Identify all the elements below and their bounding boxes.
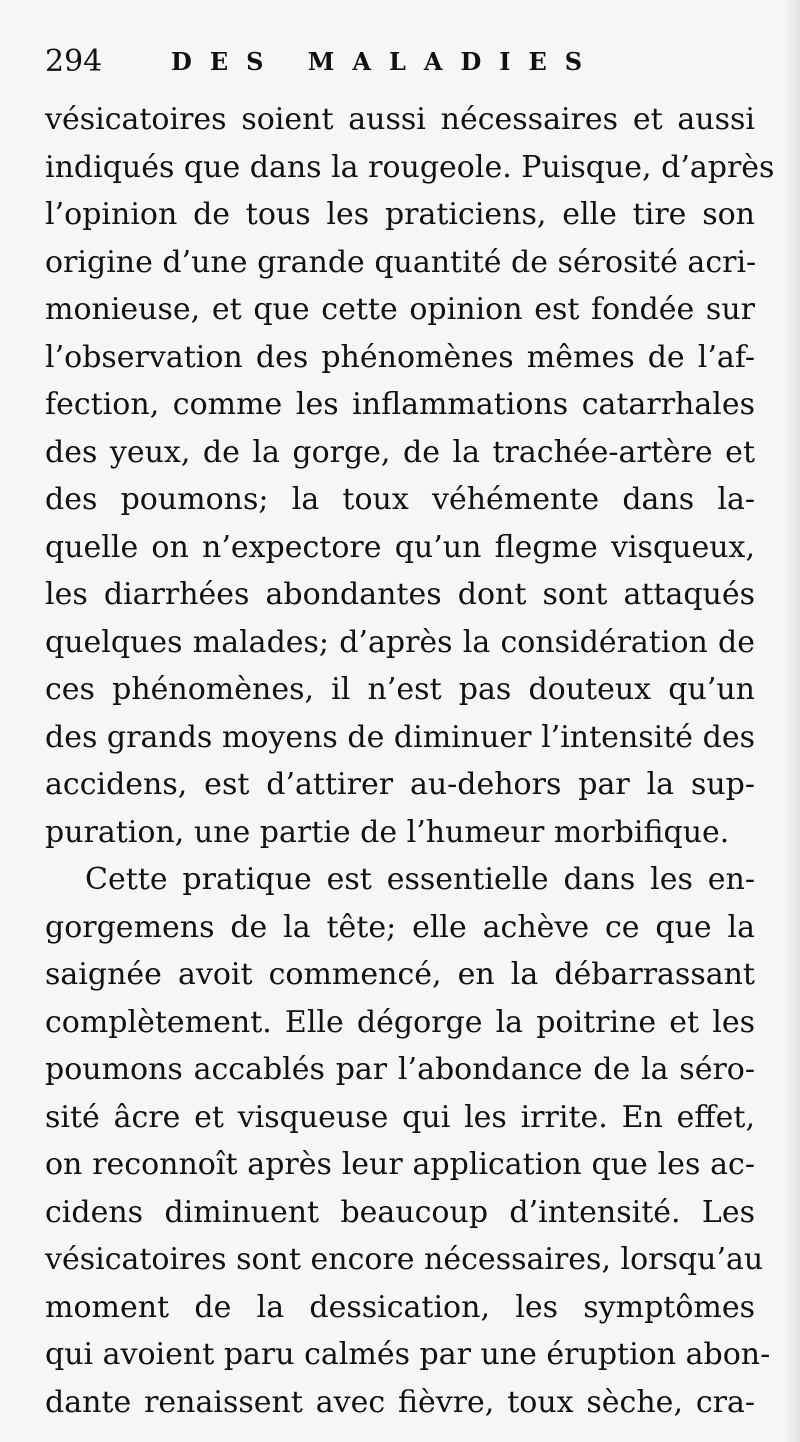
text-line: Cette pratique est essentielle dans les en- <box>85 862 755 897</box>
page-number: 294 <box>45 44 103 79</box>
text-line: indiqués que dans la rougeole. Puisque, d’après <box>45 149 775 185</box>
text-line: des poumons; la toux véhémente dans la- <box>45 482 755 517</box>
page-header <box>45 44 765 84</box>
body-text <box>45 96 775 1426</box>
text-line: ces phénomènes, il n’est pas douteux qu’un <box>45 672 755 707</box>
text-line: l’observation des phénomènes mêmes de l’af- <box>45 339 755 375</box>
text-line: origine d’une grande quantité de sérosité acri- <box>45 244 757 280</box>
text-line: qui avoient paru calmés par une éruption abon- <box>45 1337 771 1372</box>
text-line: moment de la dessication, les symptômes <box>45 1289 755 1325</box>
text-line: quelle on n’expectore qu’un flegme visqueux, <box>45 529 755 565</box>
text-line: l’opinion de tous les praticiens, elle tire son <box>45 197 755 232</box>
page-edge-shadow <box>782 0 800 1442</box>
text-line: quelques malades; d’après la considération de <box>45 624 755 660</box>
text-line: puration, une partie de l’humeur morbifique. <box>45 814 730 850</box>
text-line: monieuse, et que cette opinion est fondée sur <box>45 292 755 327</box>
text-line: sité âcre et visqueuse qui les irrite. En effet, <box>45 1099 755 1135</box>
text-line: vésicatoires soient aussi nécessaires et aussi <box>45 102 755 137</box>
text-line: cidens diminuent beaucoup d’intensité. Les <box>45 1194 755 1230</box>
text-line: vésicatoires sont encore nécessaires, lorsqu’au <box>45 1242 764 1277</box>
text-line: fection, comme les inflammations catarrhales <box>45 387 755 422</box>
text-line: accidens, est d’attirer au-dehors par la sup- <box>45 767 755 802</box>
text-line: dante renaissent avec fièvre, toux sèche, cra- <box>45 1384 755 1420</box>
text-line: des grands moyens de diminuer l’intensité des <box>45 719 755 755</box>
running-head: DES MALADIES <box>171 47 601 76</box>
text-line: des yeux, de la gorge, de la trachée-artère et <box>45 434 755 470</box>
text-line: complètement. Elle dégorge la poitrine et les <box>45 1004 755 1040</box>
text-line: gorgemens de la tête; elle achève ce que la <box>45 909 755 945</box>
text-line: saignée avoit commencé, en la débarrassant <box>45 957 755 992</box>
text-line: poumons accablés par l’abondance de la séro- <box>45 1052 755 1087</box>
text-line: on reconnoît après leur application que les ac- <box>45 1147 755 1182</box>
text-line: les diarrhées abondantes dont sont attaqués <box>45 577 755 612</box>
